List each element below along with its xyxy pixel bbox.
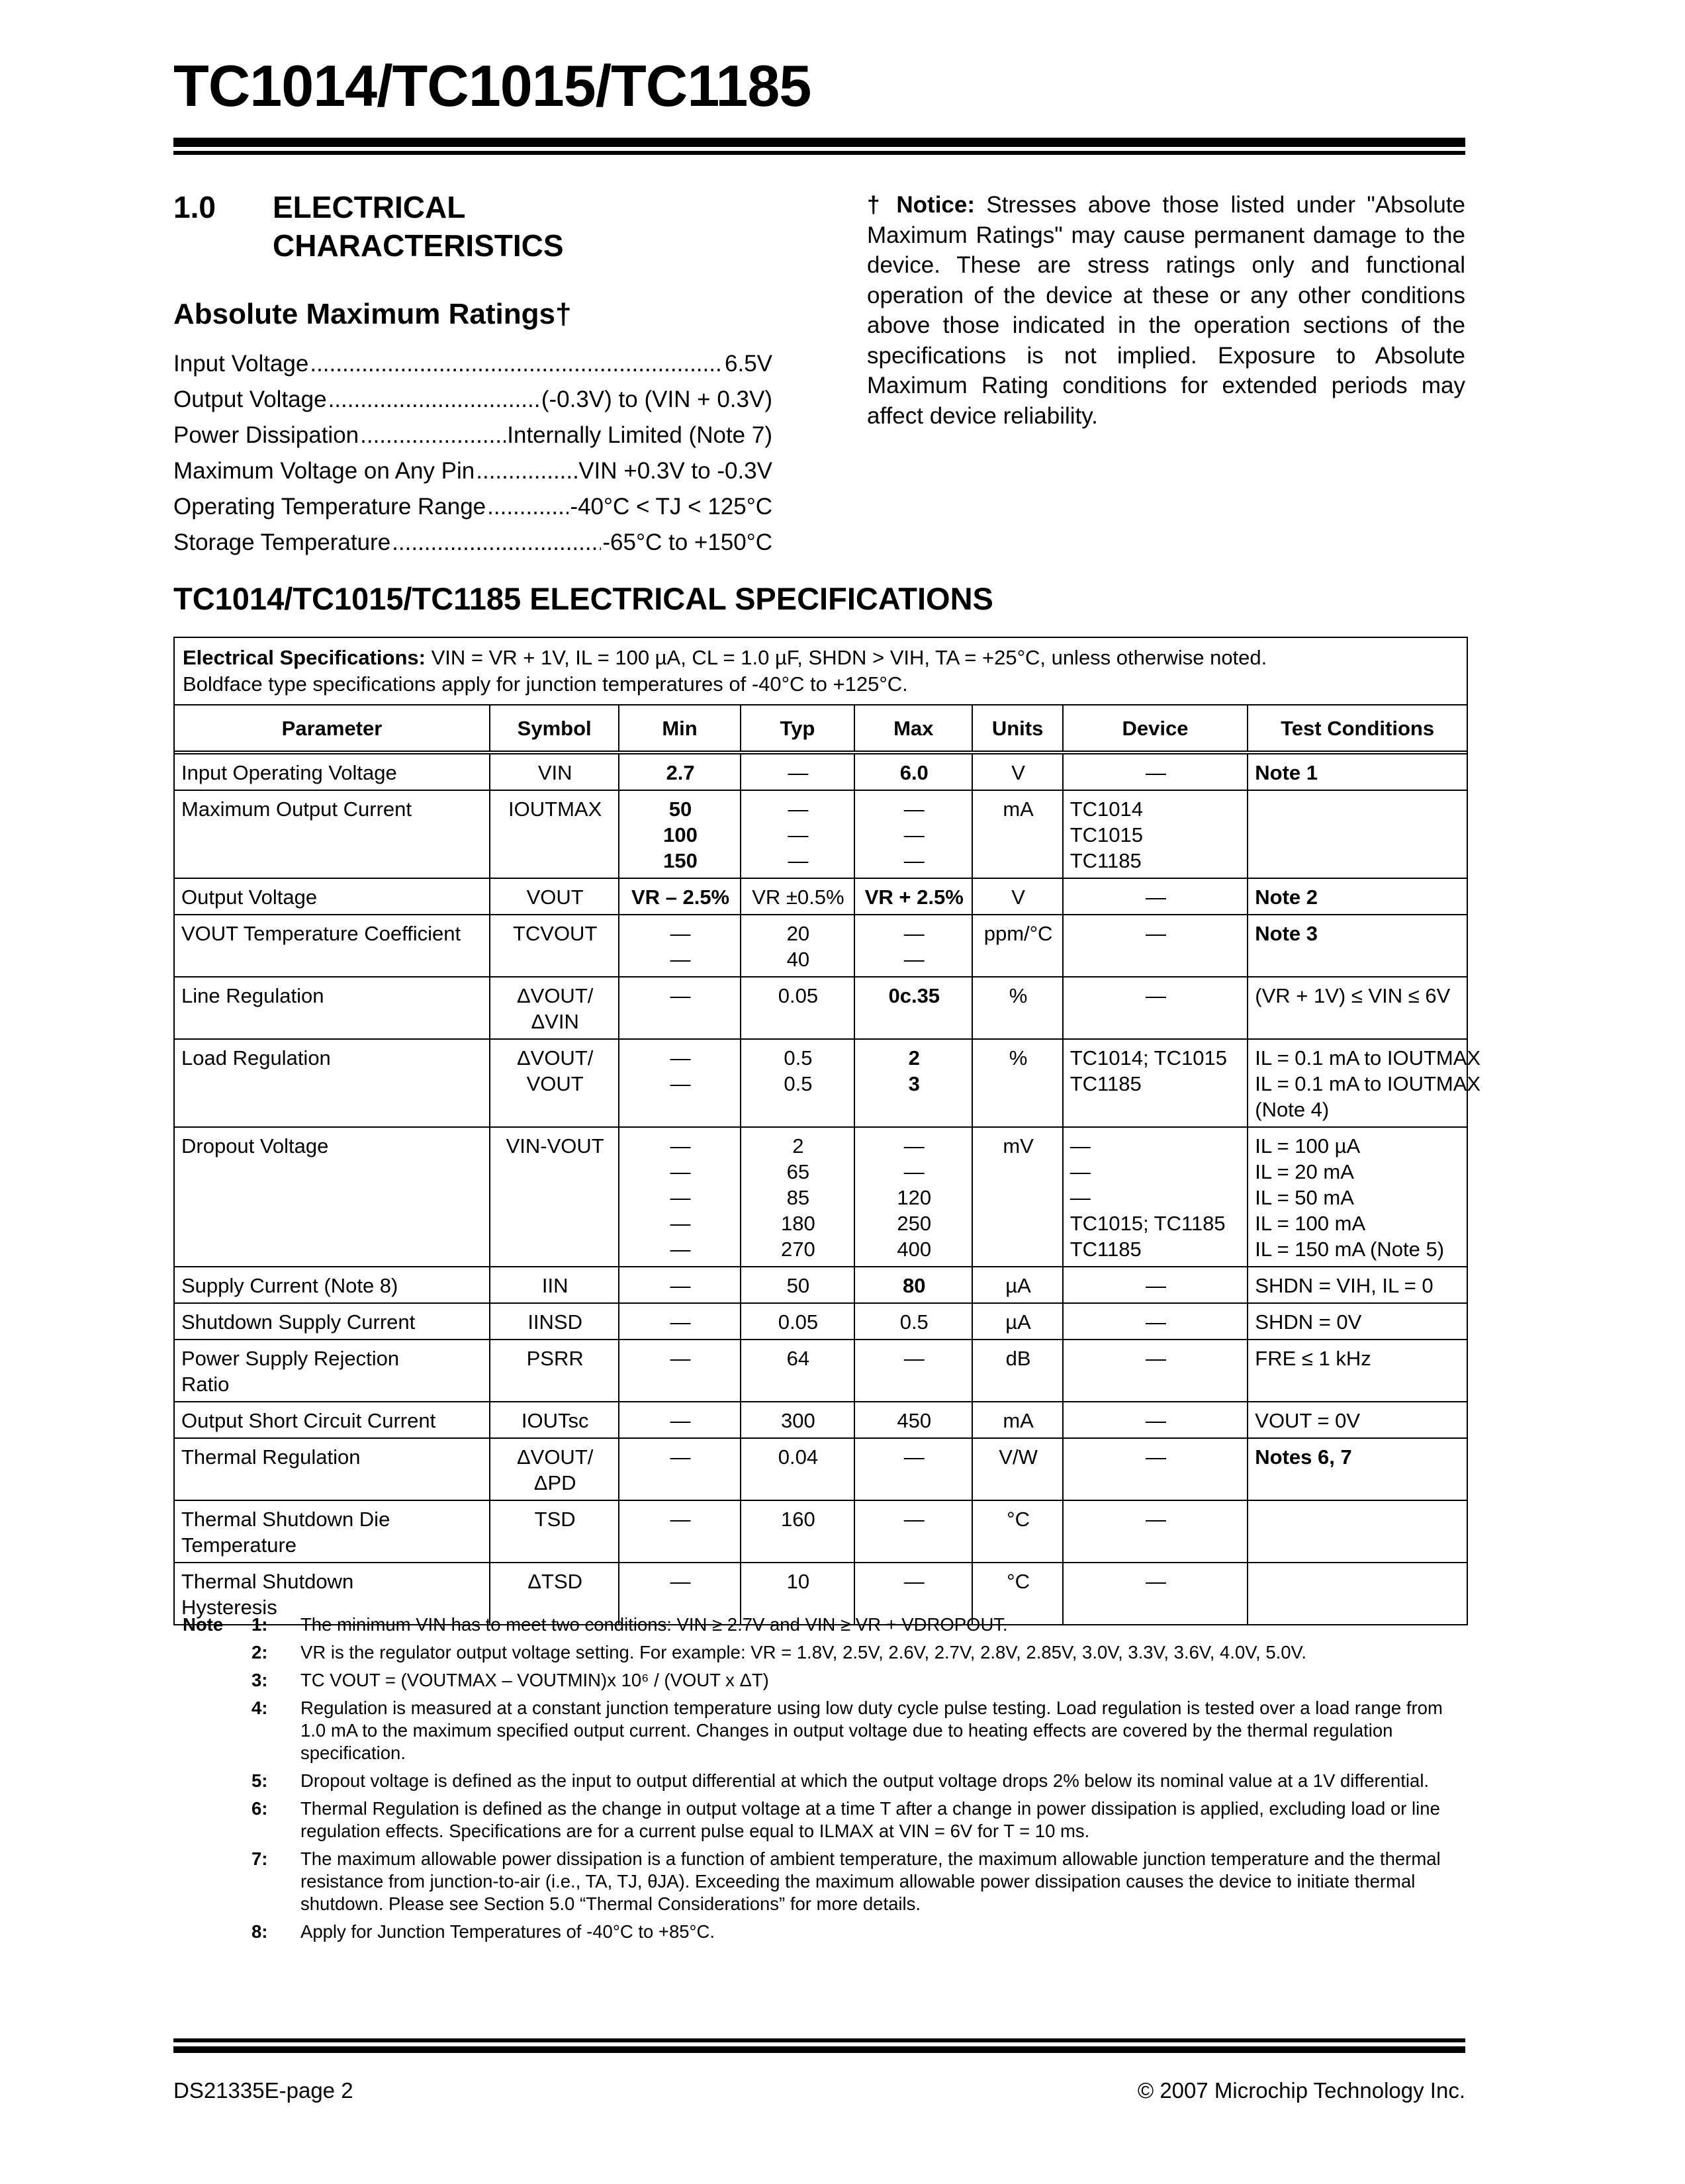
rating-row [173,351,772,387]
note-item [173,1641,1465,1664]
cell-device: — [1063,915,1248,977]
cell-min: — [619,1340,740,1402]
cell-typ: — [741,752,854,790]
column-header: Test Conditions [1248,705,1467,752]
rating-label: Power Dissipation [173,422,359,448]
rating-label: Input Voltage [173,351,309,377]
cell-typ: — — — [741,790,854,878]
cell-param: Shutdown Supply Current [175,1303,490,1340]
column-header: Symbol [490,705,619,752]
cell-symbol: ΔVOUT/ ΔVIN [490,977,619,1039]
cell-units: µA [972,1303,1062,1340]
leader-dots [392,529,601,556]
cell-cond: SHDN = 0V [1248,1303,1467,1340]
table-row [175,1340,1467,1402]
cell-typ: 300 [741,1402,854,1438]
rating-value: Internally Limited (Note 7) [507,422,772,448]
rating-label: Operating Temperature Range [173,494,486,520]
cell-min: — [619,1438,740,1500]
table-row [175,1039,1467,1127]
cell-device: — [1063,1438,1248,1500]
cell-units: mV [972,1127,1062,1267]
cell-max: — [854,1438,972,1500]
note-number: 4: [251,1698,268,1718]
section-number: 1.0 [173,190,216,224]
abs-max-ratings-list [173,351,772,565]
note-text: VR is the regulator output voltage setting. For example: VR = 1.8V, 2.5V, 2.6V, 2.7V, 2.8V, 2.85V, 3.0V, 3.3V, 3.6V, 4.0V, 5.0V. [300,1642,1307,1662]
leader-dots [310,351,723,377]
leader-dots [328,387,540,413]
cell-param: Load Regulation [175,1039,490,1127]
cell-units: V/W [972,1438,1062,1500]
cell-param: Output Voltage [175,878,490,915]
cell-device: — [1063,1500,1248,1563]
cell-symbol: ΔVOUT/ ΔPD [490,1438,619,1500]
leader-dots [476,458,577,484]
column-header: Device [1063,705,1248,752]
section-title: ELECTRICAL CHARACTERISTICS [273,190,564,263]
table-row [175,915,1467,977]
table-row [175,1402,1467,1438]
rating-value: -40°C < TJ < 125°C [570,494,772,520]
cell-max: 0c.35 [854,977,972,1039]
leader-dots [360,422,506,449]
rating-value: VIN +0.3V to -0.3V [578,458,772,484]
cell-symbol: VOUT [490,878,619,915]
note-item [173,1697,1465,1764]
cell-typ: 20 40 [741,915,854,977]
cell-symbol: IOUTsc [490,1402,619,1438]
table-row [175,1267,1467,1303]
note-number: 8: [251,1921,268,1942]
cell-min: 2.7 [619,752,740,790]
cell-device: — [1063,1303,1248,1340]
cell-symbol: IOUTMAX [490,790,619,878]
cell-max: 2 3 [854,1039,972,1127]
cell-min: — [619,977,740,1039]
cell-units: V [972,752,1062,790]
cell-min: — [619,1267,740,1303]
note-number: 2: [251,1642,268,1662]
cell-units: ppm/°C [972,915,1062,977]
note-text: Regulation is measured at a constant junction temperature using low duty cycle pulse testing. Load regulation is tested over a load range from 1.0 mA to the maximum specified output current. Changes in output voltage due to heating effects are covered by the thermal regulation specification. [300,1698,1443,1763]
cell-cond: Note 2 [1248,878,1467,915]
note-item [173,1797,1465,1843]
cell-symbol: TSD [490,1500,619,1563]
note-text: Dropout voltage is defined as the input to output differential at which the output voltage drops 2% below its nominal value at a 1V differential. [300,1770,1430,1791]
cell-device: — [1063,977,1248,1039]
cell-max: — — [854,915,972,977]
specs-heading: TC1014/TC1015/TC1185 ELECTRICAL SPECIFICATIONS [173,581,993,616]
note-number: 5: [251,1770,268,1791]
cell-typ: 0.05 [741,977,854,1039]
column-header: Min [619,705,740,752]
rating-value: (-0.3V) to (VIN + 0.3V) [541,387,772,412]
cell-param: Supply Current (Note 8) [175,1267,490,1303]
note-text: TC VOUT = (VOUTMAX – VOUTMIN)x 10⁶ / (VOUT x ΔT) [300,1670,769,1690]
note-label: Note [183,1614,224,1635]
note-text: Apply for Junction Temperatures of -40°C to +85°C. [300,1921,715,1942]
table-header-row [175,705,1467,752]
cell-cond: IL = 0.1 mA to IOUTMAX IL = 0.1 mA to IOUTMAX (Note 4) [1248,1039,1467,1127]
cell-param: Power Supply Rejection Ratio [175,1340,490,1402]
cell-typ: 160 [741,1500,854,1563]
title-rule [173,138,1465,156]
cell-units: % [972,1039,1062,1127]
note-item [173,1669,1465,1692]
cell-max: 6.0 [854,752,972,790]
note-item [173,1921,1465,1943]
column-header: Max [854,705,972,752]
cell-min: — [619,1303,740,1340]
cell-typ: 2 65 85 180 270 [741,1127,854,1267]
spec-conditions [175,638,1467,705]
cell-device: TC1014; TC1015 TC1185 [1063,1039,1248,1127]
abs-max-heading: Absolute Maximum Ratings† [173,298,572,330]
cell-units: mA [972,1402,1062,1438]
note-text: The minimum VIN has to meet two conditions: VIN ≥ 2.7V and VIN ≥ VR + VDROPOUT. [300,1614,1008,1635]
note-number: 3: [251,1670,268,1690]
cell-typ: 0.5 0.5 [741,1039,854,1127]
rating-label: Storage Temperature [173,529,391,555]
cell-param: Thermal Regulation [175,1438,490,1500]
cell-max: — — 120 250 400 [854,1127,972,1267]
electrical-specs-table [173,637,1481,1625]
table-row [175,790,1467,878]
cell-symbol: IIN [490,1267,619,1303]
page-title: TC1014/TC1015/TC1185 [173,53,811,118]
conditions-text: VIN = VR + 1V, IL = 100 µA, CL = 1.0 µF, SHDN > VIH, TA = +25°C, unless otherwise noted. [431,646,1267,669]
footer-copyright: © 2007 Microchip Technology Inc. [1137,2078,1465,2103]
rating-row [173,529,772,565]
cell-cond: IL = 100 µA IL = 20 mA IL = 50 mA IL = 100 mA IL = 150 mA (Note 5) [1248,1127,1467,1267]
cell-typ: 10 [741,1563,854,1624]
rating-value: 6.5V [725,351,772,377]
cell-max: — — — [854,790,972,878]
cell-max: — [854,1500,972,1563]
footer-doc-id: DS21335E-page 2 [173,2078,353,2103]
cell-max: 80 [854,1267,972,1303]
cell-symbol: TCVOUT [490,915,619,977]
table-row [175,1303,1467,1340]
cell-param: Dropout Voltage [175,1127,490,1267]
cell-units: mA [972,790,1062,878]
cell-device: — [1063,1563,1248,1624]
note-text: Thermal Regulation is defined as the change in output voltage at a time T after a change in power dissipation is applied, excluding load or line regulation effects. Specifications are for a current pulse equal to ILMAX at VIN = 6V for T = 10 ms. [300,1798,1440,1841]
rating-row [173,458,772,494]
table-row [175,977,1467,1039]
cell-min: 50 100 150 [619,790,740,878]
cell-units: µA [972,1267,1062,1303]
cell-units: dB [972,1340,1062,1402]
rating-row [173,387,772,422]
rating-label: Output Voltage [173,387,327,412]
notice-text: Stresses above those listed under "Absolute Maximum Ratings" may cause permanent damage to the device. These are stress ratings only and functional operation of the device at these or any other conditions above those indicated in the operation sections of the specifications is not implied. Exposure to Absolute Maximum Rating conditions for extended periods may affect device reliability. [867,192,1465,429]
cell-param: Maximum Output Current [175,790,490,878]
rating-row [173,422,772,458]
cell-param: Input Operating Voltage [175,752,490,790]
cell-param: Line Regulation [175,977,490,1039]
notice-paragraph [867,190,1465,431]
cell-symbol: ΔVOUT/ VOUT [490,1039,619,1127]
cell-min: — — [619,915,740,977]
cell-min: VR – 2.5% [619,878,740,915]
column-header: Units [972,705,1062,752]
cell-typ: 0.05 [741,1303,854,1340]
cell-min: — — — — — [619,1127,740,1267]
note-item [173,1614,1465,1636]
cell-min: — [619,1563,740,1624]
rating-value: -65°C to +150°C [602,529,772,555]
cell-min: — [619,1402,740,1438]
cell-typ: 64 [741,1340,854,1402]
cell-cond [1248,790,1467,878]
cell-cond: Notes 6, 7 [1248,1438,1467,1500]
cell-device: — [1063,752,1248,790]
cell-units: % [972,977,1062,1039]
column-header: Parameter [175,705,490,752]
cell-param: Thermal Shutdown Hysteresis [175,1563,490,1624]
conditions-lead: Electrical Specifications: [183,646,426,669]
notes-section [173,1614,1465,1948]
cell-cond: Note 1 [1248,752,1467,790]
cell-symbol: IINSD [490,1303,619,1340]
cell-param: Output Short Circuit Current [175,1402,490,1438]
conditions-line2: Boldface type specifications apply for junction temperatures of -40°C to +125°C. [183,672,908,696]
note-number: 6: [251,1798,268,1819]
note-number: 1: [251,1614,268,1635]
cell-units: °C [972,1500,1062,1563]
cell-units: V [972,878,1062,915]
cell-device: — — — TC1015; TC1185 TC1185 [1063,1127,1248,1267]
cell-symbol: VIN-VOUT [490,1127,619,1267]
cell-device: — [1063,1267,1248,1303]
cell-symbol: PSRR [490,1340,619,1402]
cell-cond: FRE ≤ 1 kHz [1248,1340,1467,1402]
cell-symbol: ΔTSD [490,1563,619,1624]
cell-max: — [854,1340,972,1402]
cell-max: — [854,1563,972,1624]
cell-param: VOUT Temperature Coefficient [175,915,490,977]
table-row [175,752,1467,790]
cell-device: — [1063,878,1248,915]
rating-label: Maximum Voltage on Any Pin [173,458,475,484]
table-row [175,878,1467,915]
cell-device: TC1014 TC1015 TC1185 [1063,790,1248,878]
note-item [173,1848,1465,1915]
cell-cond: SHDN = VIH, IL = 0 [1248,1267,1467,1303]
cell-min: — [619,1500,740,1563]
cell-units: °C [972,1563,1062,1624]
cell-device: — [1063,1340,1248,1402]
cell-typ: VR ±0.5% [741,878,854,915]
cell-max: 450 [854,1402,972,1438]
note-text: The maximum allowable power dissipation is a function of ambient temperature, the maximum allowable junction temperature and the thermal resistance from junction-to-air (i.e., TA, TJ, θJA). Exceeding the maximum allowable power dissipation causes the device to initiate thermal shutdown. Please see Section 5.0 “Thermal Considerations” for more details. [300,1848,1441,1914]
cell-cond: (VR + 1V) ≤ VIN ≤ 6V [1248,977,1467,1039]
cell-max: VR + 2.5% [854,878,972,915]
cell-symbol: VIN [490,752,619,790]
footer-rule [173,2038,1465,2053]
cell-typ: 0.04 [741,1438,854,1500]
cell-typ: 50 [741,1267,854,1303]
cell-cond [1248,1500,1467,1563]
column-header: Typ [741,705,854,752]
leader-dots [487,494,569,520]
cell-max: 0.5 [854,1303,972,1340]
cell-device: — [1063,1402,1248,1438]
notice-lead: † Notice: [867,192,976,218]
cell-cond: VOUT = 0V [1248,1402,1467,1438]
rating-row [173,494,772,529]
table-row [175,1500,1467,1563]
table-row [175,1127,1467,1267]
note-number: 7: [251,1848,268,1869]
cell-param: Thermal Shutdown Die Temperature [175,1500,490,1563]
note-item [173,1770,1465,1792]
table-row [175,1438,1467,1500]
cell-min: — — [619,1039,740,1127]
cell-cond: Note 3 [1248,915,1467,977]
